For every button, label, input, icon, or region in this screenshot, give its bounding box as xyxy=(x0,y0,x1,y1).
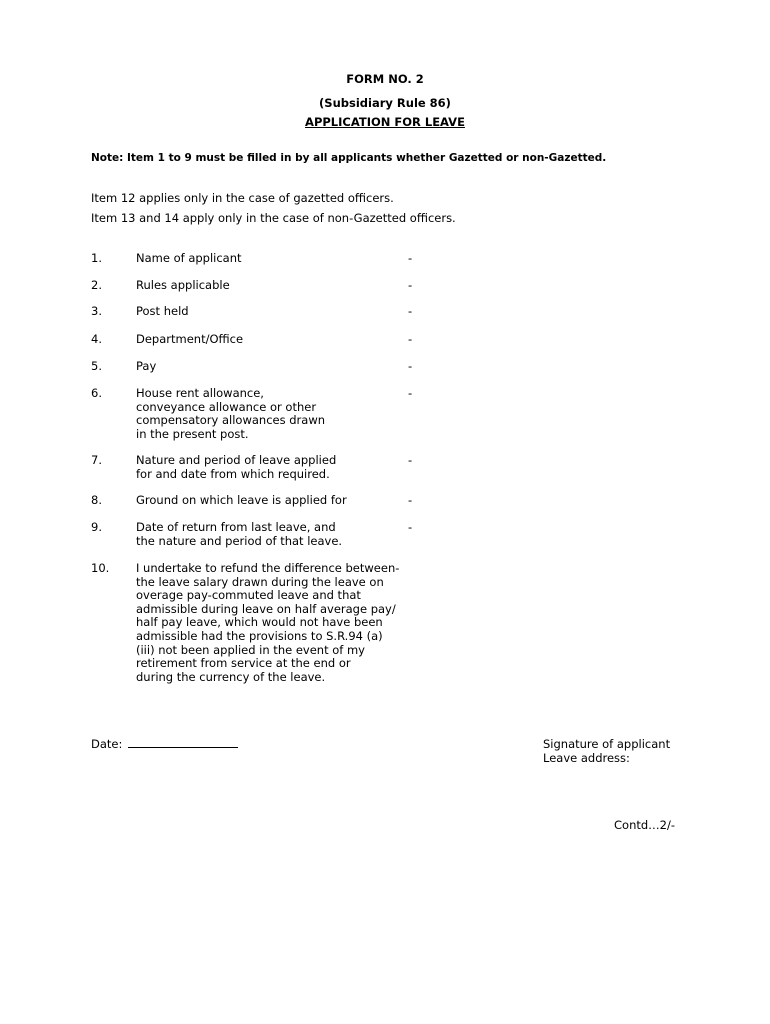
item-label: Pay xyxy=(136,359,157,373)
form-number: FORM NO. 2 xyxy=(346,72,424,86)
item-dash: - xyxy=(408,493,413,507)
item-dash: - xyxy=(408,278,413,292)
signature-label: Signature of applicant xyxy=(543,737,671,751)
note-text: Note: Item 1 to 9 must be filled in by all applicants whether Gazetted or non-Gazetted. xyxy=(91,152,607,164)
item-number: 2. xyxy=(91,278,102,292)
item-dash: - xyxy=(408,520,413,534)
leave-address-label: Leave address: xyxy=(543,751,630,765)
item-dash: - xyxy=(408,359,413,373)
item-number: 4. xyxy=(91,332,102,346)
item-label: Ground on which leave is applied for xyxy=(136,493,347,507)
item-label: Date of return from last leave, and the nature and period of that leave. xyxy=(136,520,343,548)
item-number: 9. xyxy=(91,520,102,534)
item-label: Rules applicable xyxy=(136,278,230,292)
continued-note: Contd…2/- xyxy=(614,818,676,832)
intro-line-12: Item 12 applies only in the case of gazetted officers. xyxy=(91,191,394,205)
subsidiary-rule: (Subsidiary Rule 86) xyxy=(319,96,451,110)
item-label: Department/Office xyxy=(136,332,244,346)
date-field xyxy=(91,737,238,751)
item-label: Nature and period of leave applied for and date from which required. xyxy=(136,453,337,481)
item-number: 5. xyxy=(91,359,102,373)
item-dash: - xyxy=(408,386,413,400)
item-dash: - xyxy=(408,453,413,467)
item-number: 6. xyxy=(91,386,102,400)
item-number: 10. xyxy=(91,561,110,575)
item-label: I undertake to refund the difference between- the leave salary drawn during the leave on overage pay-commuted leave and that admissible during leave on half average pay/ half pay leave, which would not have been admissible had the provisions to S.R.94 (a) (iii) not been applied in the event of my retirement from service at the end or during the currency of the leave. xyxy=(136,561,400,684)
item-label: Post held xyxy=(136,304,189,318)
date-blank-line xyxy=(128,737,238,748)
item-dash: - xyxy=(408,251,413,265)
item-label: Name of applicant xyxy=(136,251,242,265)
form-title: APPLICATION FOR LEAVE xyxy=(305,115,465,129)
item-number: 1. xyxy=(91,251,102,265)
item-dash: - xyxy=(408,304,413,318)
item-number: 3. xyxy=(91,304,102,318)
item-number: 7. xyxy=(91,453,102,467)
date-label: Date: xyxy=(91,737,123,751)
item-number: 8. xyxy=(91,493,102,507)
item-label: House rent allowance, conveyance allowance or other compensatory allowances drawn in the present post. xyxy=(136,386,326,441)
intro-line-13-14: Item 13 and 14 apply only in the case of non-Gazetted officers. xyxy=(91,211,456,225)
item-dash: - xyxy=(408,332,413,346)
